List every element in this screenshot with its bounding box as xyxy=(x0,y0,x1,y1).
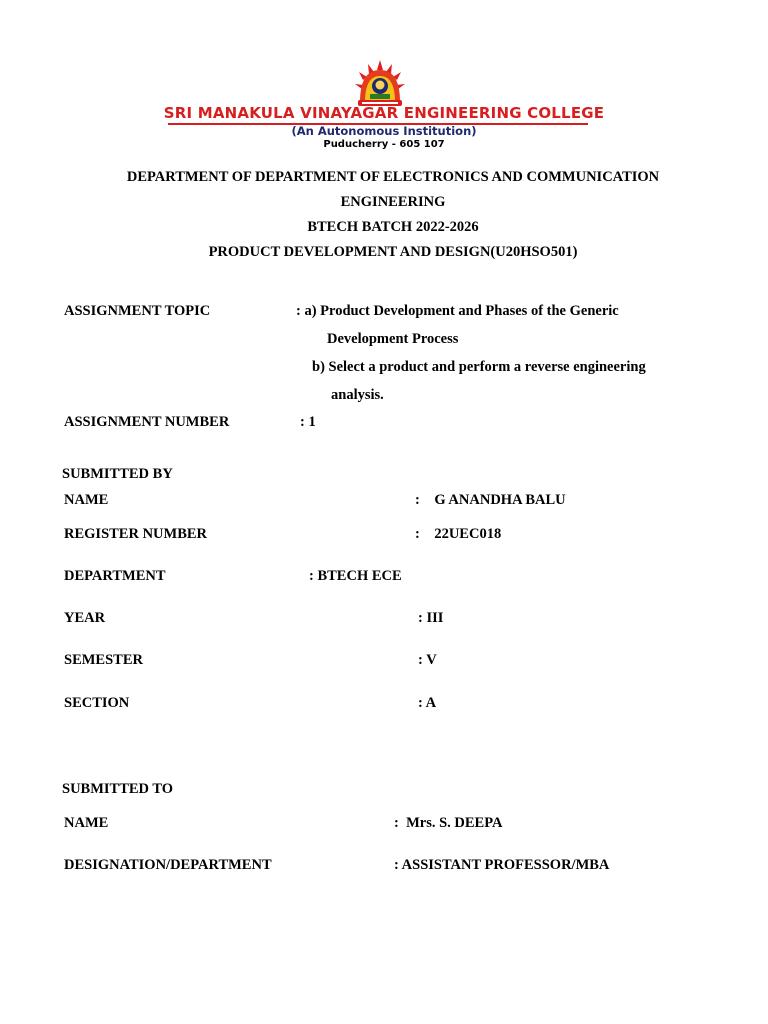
year-value: : III xyxy=(418,610,444,626)
semester-label: SEMESTER xyxy=(64,652,143,668)
faculty-name-value: : Mrs. S. DEEPA xyxy=(394,815,503,831)
course-title: PRODUCT DEVELOPMENT AND DESIGN(U20HSO501) xyxy=(208,244,578,260)
designation-label: DESIGNATION/DEPARTMENT xyxy=(64,857,272,873)
assignment-topic-a-line1: : a) Product Development and Phases of the Generic xyxy=(296,303,619,319)
assignment-topic-label: ASSIGNMENT TOPIC xyxy=(64,303,211,319)
assignment-topic-b-line1: b) Select a product and perform a reverse engineering xyxy=(312,359,646,375)
department-title-line1: DEPARTMENT OF DEPARTMENT OF ELECTRONICS AND COMMUNICATION xyxy=(126,169,660,185)
designation-value: : ASSISTANT PROFESSOR/MBA xyxy=(394,857,610,873)
college-subtitle: (An Autonomous Institution) xyxy=(291,124,477,138)
assignment-topic-a-line2: Development Process xyxy=(327,331,459,347)
batch-title: BTECH BATCH 2022-2026 xyxy=(307,219,479,235)
submitted-to-heading: SUBMITTED TO xyxy=(62,781,174,797)
assignment-topic-b-line2: analysis. xyxy=(331,387,384,403)
assignment-number-value: : 1 xyxy=(300,414,316,430)
submitted-by-heading: SUBMITTED BY xyxy=(62,466,173,482)
department-title-line2: ENGINEERING xyxy=(340,194,446,210)
faculty-name-label: NAME xyxy=(64,815,109,831)
department-label: DEPARTMENT xyxy=(64,568,166,584)
department-value: : BTECH ECE xyxy=(309,568,402,584)
student-name-value: : G ANANDHA BALU xyxy=(415,492,566,508)
student-name-label: NAME xyxy=(64,492,109,508)
assignment-number-label: ASSIGNMENT NUMBER xyxy=(64,414,230,430)
section-label: SECTION xyxy=(64,695,130,711)
college-emblem-icon xyxy=(352,58,408,108)
semester-value: : V xyxy=(418,652,437,668)
register-number-label: REGISTER NUMBER xyxy=(64,526,208,542)
register-number-value: : 22UEC018 xyxy=(415,526,502,542)
year-label: YEAR xyxy=(64,610,106,626)
section-value: : A xyxy=(418,695,437,711)
college-location: Puducherry - 605 107 xyxy=(323,139,445,150)
college-name: SRI MANAKULA VINAYAGAR ENGINEERING COLLEGE xyxy=(163,104,605,122)
